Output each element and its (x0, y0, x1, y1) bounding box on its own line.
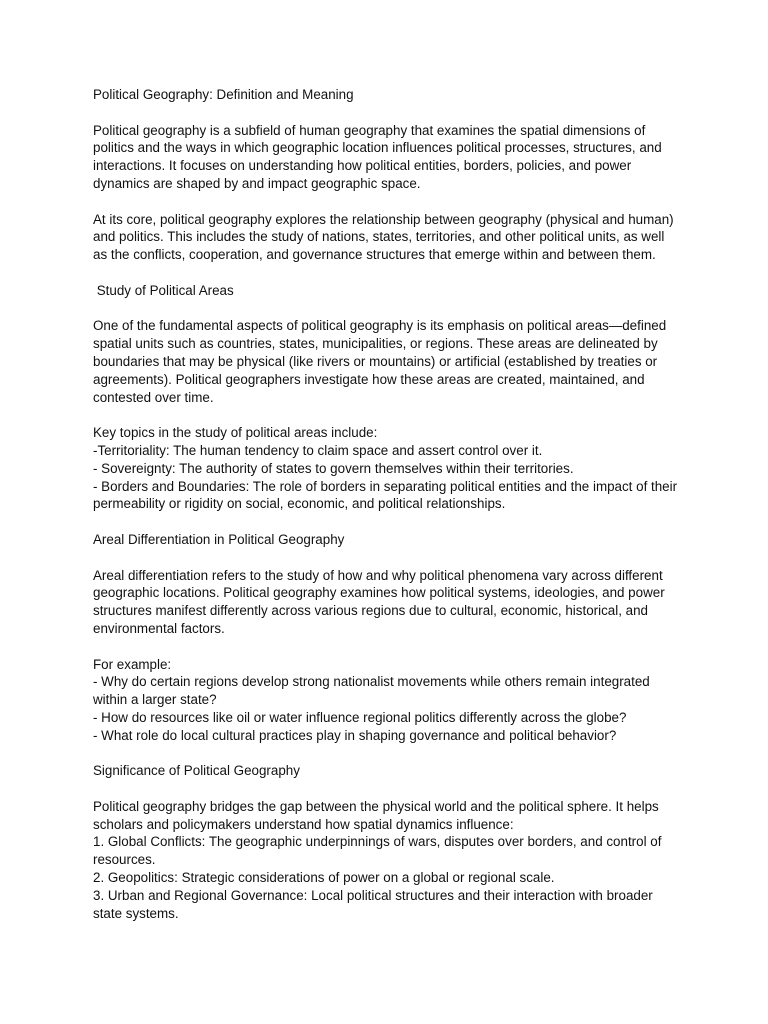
section-heading-significance: Significance of Political Geography (93, 763, 300, 779)
list-item-sovereignty: - Sovereignty: The authority of states to govern themselves within their territories. (93, 460, 574, 476)
section-heading-areal-differentiation: Areal Differentiation in Political Geography (93, 531, 345, 547)
section-heading-political-areas: Study of Political Areas (93, 282, 234, 298)
intro-paragraph-1: Political geography is a subfield of human geography that examines the spatial dimensions of politics and the ways in which geographic location influences political processes, structures, and interactions. It focuses on understanding how political entities, borders, policies, and power dynamics are shaped by and impact geographic space. (93, 122, 666, 191)
significance-paragraph: Political geography bridges the gap between the physical world and the political sphere. It helps scholars and policymakers understand how spatial dynamics influence: (93, 798, 663, 832)
paragraph-spacer (93, 744, 678, 762)
list-item-nationalism: - Why do certain regions develop strong nationalist movements while others remain integrated within a larger state? (93, 674, 654, 708)
political-areas-paragraph: One of the fundamental aspects of political geography is its emphasis on political areas—defined spatial units such as countries, states, municipalities, or regions. These areas are delineated by boundaries that may be physical (like rivers or mountains) or artificial (established by treaties or agreements). Political geographers investigate how these areas are created, maintained, and contested over time. (93, 318, 670, 405)
list-item-cultural-practices: - What role do local cultural practices play in shaping governance and political behavior? (93, 727, 617, 743)
areal-differentiation-paragraph: Areal differentiation refers to the study of how and why political phenomena vary across different geographic locations. Political geography examines how political systems, ideologies, and power structures manifest differently across various regions due to cultural, economic, historical, and environmental factors. (93, 567, 669, 636)
paragraph-spacer (93, 780, 678, 798)
paragraph-spacer (93, 406, 678, 424)
paragraph-spacer (93, 638, 678, 656)
paragraph-spacer (93, 549, 678, 567)
paragraph-spacer (93, 513, 678, 531)
document-body (93, 86, 681, 922)
list-item-global-conflicts: 1. Global Conflicts: The geographic underpinnings of wars, disputes over borders, and control of resources. (93, 834, 666, 868)
list-item-urban-governance: 3. Urban and Regional Governance: Local political structures and their interaction with broader state systems. (93, 887, 657, 921)
key-topics-intro: Key topics in the study of political areas include: (93, 425, 378, 441)
example-intro: For example: (93, 656, 172, 672)
list-item-territoriality: -Territoriality: The human tendency to claim space and assert control over it. (93, 442, 543, 458)
paragraph-spacer (93, 193, 678, 211)
paragraph-spacer (93, 104, 678, 122)
intro-paragraph-2: At its core, political geography explores the relationship between geography (physical and human) and politics. This includes the study of nations, states, territories, and other political units, as well as the conflicts, cooperation, and governance structures that emerge within and between them. (93, 211, 678, 263)
list-item-resources: - How do resources like oil or water influence regional politics differently across the globe? (93, 709, 627, 725)
list-item-borders: - Borders and Boundaries: The role of borders in separating political entities and the impact of their permeability or rigidity on social, economic, and political relationships. (93, 478, 681, 512)
list-item-geopolitics: 2. Geopolitics: Strategic considerations of power on a global or regional scale. (93, 870, 555, 886)
paragraph-spacer (93, 300, 678, 318)
paragraph-spacer (93, 264, 678, 282)
document-title: Political Geography: Definition and Meaning (93, 87, 354, 102)
